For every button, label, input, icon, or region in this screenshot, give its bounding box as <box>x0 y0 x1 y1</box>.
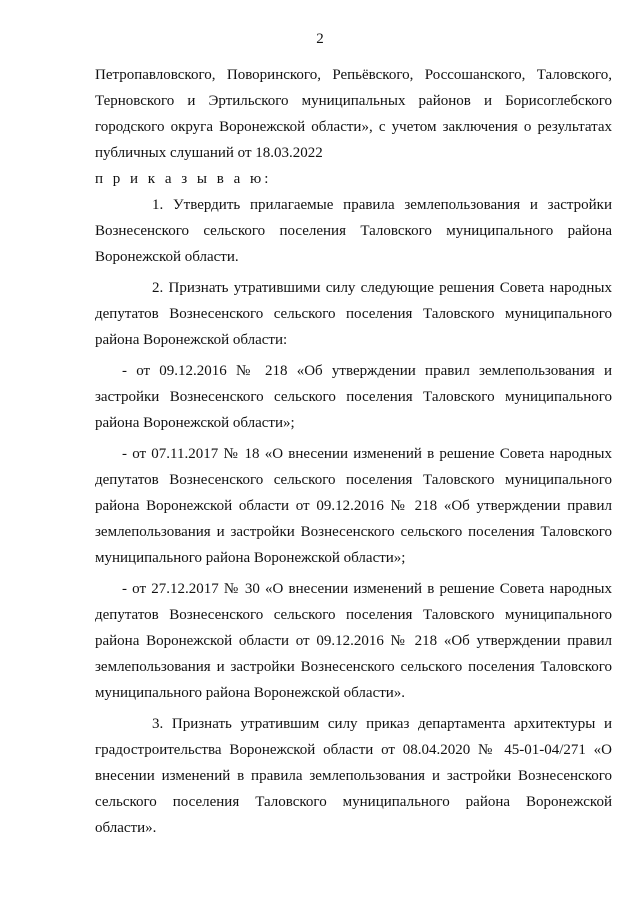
item-2-subitem-2: - от 07.11.2017 № 18 «О внесении изменений в решение Совета народных депутатов Вознесенского сельского поселения Таловского муниципального района Воронежской области от 09.12.2016 № 218 «Об утверждении правил землепользования и застройки Вознесенского сельского поселения Таловского муниципального района Воронежской области»; <box>95 446 612 566</box>
order-word: п р и к а з ы в а ю: <box>95 171 272 187</box>
intro-paragraph: Петропавловского, Поворинского, Репьёвского, Россошанского, Таловского, Терновского и Эртильского муниципальных районов и Борисоглебского городского округа Воронежской области», с учетом заключения о результатах публичных слушаний от 18.03.2022 <box>95 67 612 161</box>
document-body <box>95 62 612 841</box>
item-3-paragraph: 3. Признать утратившим силу приказ департамента архитектуры и градостроительства Воронежской области от 08.04.2020 № 45-01-04/271 «О внесении изменений в правила землепользования и застройки Вознесенского сельского поселения Таловского муниципального района Воронежской области». <box>95 716 612 836</box>
item-2-subitem-1: - от 09.12.2016 № 218 «Об утверждении правил землепользования и застройки Вознесенского сельского поселения Таловского муниципального района Воронежской области»; <box>95 363 612 431</box>
item-2-paragraph: 2. Признать утратившими силу следующие решения Совета народных депутатов Вознесенского сельского поселения Таловского муниципального района Воронежской области: <box>95 280 612 348</box>
page-number: 2 <box>316 31 324 47</box>
item-2-subitem-3: - от 27.12.2017 № 30 «О внесении изменений в решение Совета народных депутатов Вознесенского сельского поселения Таловского муниципального района Воронежской области от 09.12.2016 № 218 «Об утверждении правил землепользования и застройки Вознесенского сельского поселения Таловского муниципального района Воронежской области». <box>95 581 612 701</box>
item-1-paragraph: 1. Утвердить прилагаемые правила землепользования и застройки Вознесенского сельского поселения Таловского муниципального района Воронежской области. <box>95 197 612 265</box>
